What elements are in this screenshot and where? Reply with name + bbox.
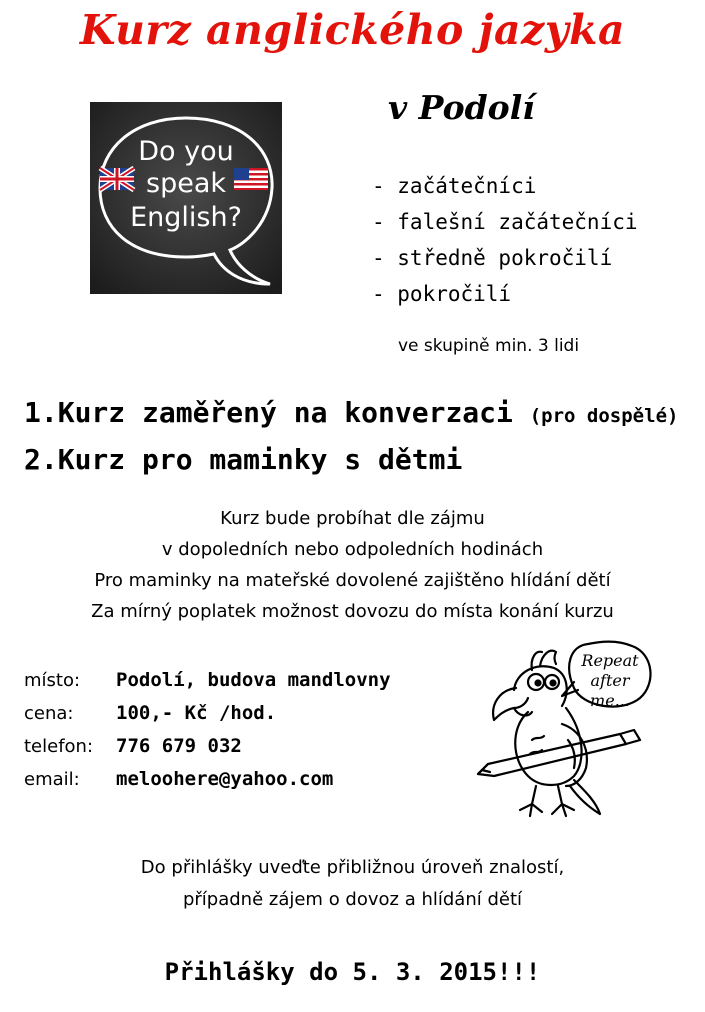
- detail-value: 100,- Kč /hod.: [116, 702, 277, 724]
- speech-line-1: Do you: [138, 136, 234, 167]
- detail-value: Podolí, budova mandlovny: [116, 669, 391, 691]
- uk-flag-icon: [100, 168, 134, 190]
- parrot-speech-line-3: me...: [590, 691, 630, 710]
- speak-english-image: [90, 102, 282, 294]
- signup-line: Do přihlášky uveďte přibližnou úroveň znalostí,: [140, 857, 565, 878]
- speech-line-3: English?: [130, 202, 242, 233]
- detail-label: místo:: [24, 670, 81, 691]
- detail-row-price: [24, 697, 391, 730]
- us-flag-icon: [234, 168, 268, 190]
- speech-line-2: speak: [146, 168, 226, 199]
- level-item: - středně pokročilí: [372, 246, 613, 270]
- location-heading: v Podolí: [388, 88, 535, 127]
- course-item-conversation: [24, 396, 678, 429]
- poster-title: Kurz anglického jazyka: [79, 6, 626, 54]
- course-title: Kurz zaměřený na konverzaci: [57, 396, 513, 429]
- signup-line: případně zájem o dovoz a hlídání dětí: [182, 889, 523, 910]
- parrot-with-pencil-icon: [470, 636, 660, 826]
- detail-value: 776 679 032: [116, 735, 242, 757]
- detail-row-place: [24, 664, 391, 697]
- signup-instructions: [0, 852, 705, 916]
- level-item: - falešní začátečníci: [372, 210, 638, 234]
- level-list: [372, 168, 638, 312]
- course-note: (pro dospělé): [529, 405, 679, 427]
- level-item: - pokročilí: [372, 282, 512, 306]
- level-item: - začátečníci: [372, 174, 537, 198]
- group-size-note: ve skupině min. 3 lidi: [398, 336, 580, 356]
- detail-label: email:: [24, 769, 80, 790]
- detail-row-phone: [24, 730, 391, 763]
- course-item-mothers: [24, 443, 462, 476]
- detail-label: telefon:: [24, 736, 94, 757]
- detail-label: cena:: [24, 703, 74, 724]
- course-info: [0, 503, 705, 627]
- chalkboard-speech-bubble-icon: [90, 102, 282, 294]
- detail-value: meloohere@yahoo.com: [116, 768, 334, 790]
- info-line: v dopoledních nebo odpoledních hodinách: [161, 539, 544, 560]
- parrot-speech-line-1: Repeat: [581, 651, 639, 670]
- course-number: 1.: [24, 396, 58, 429]
- detail-row-email: [24, 763, 391, 796]
- info-line: Za mírný poplatek možnost dovozu do místa konání kurzu: [91, 601, 614, 622]
- parrot-illustration: [470, 636, 660, 826]
- info-line: Pro maminky na mateřské dovolené zajištěno hlídání dětí: [94, 570, 611, 591]
- info-line: Kurz bude probíhat dle zájmu: [220, 508, 485, 529]
- signup-deadline: Přihlášky do 5. 3. 2015!!!: [164, 958, 541, 986]
- parrot-speech-line-2: after: [590, 671, 630, 690]
- course-title: Kurz pro maminky s dětmi: [57, 443, 463, 476]
- contact-details: [24, 664, 391, 796]
- course-number: 2.: [24, 443, 58, 476]
